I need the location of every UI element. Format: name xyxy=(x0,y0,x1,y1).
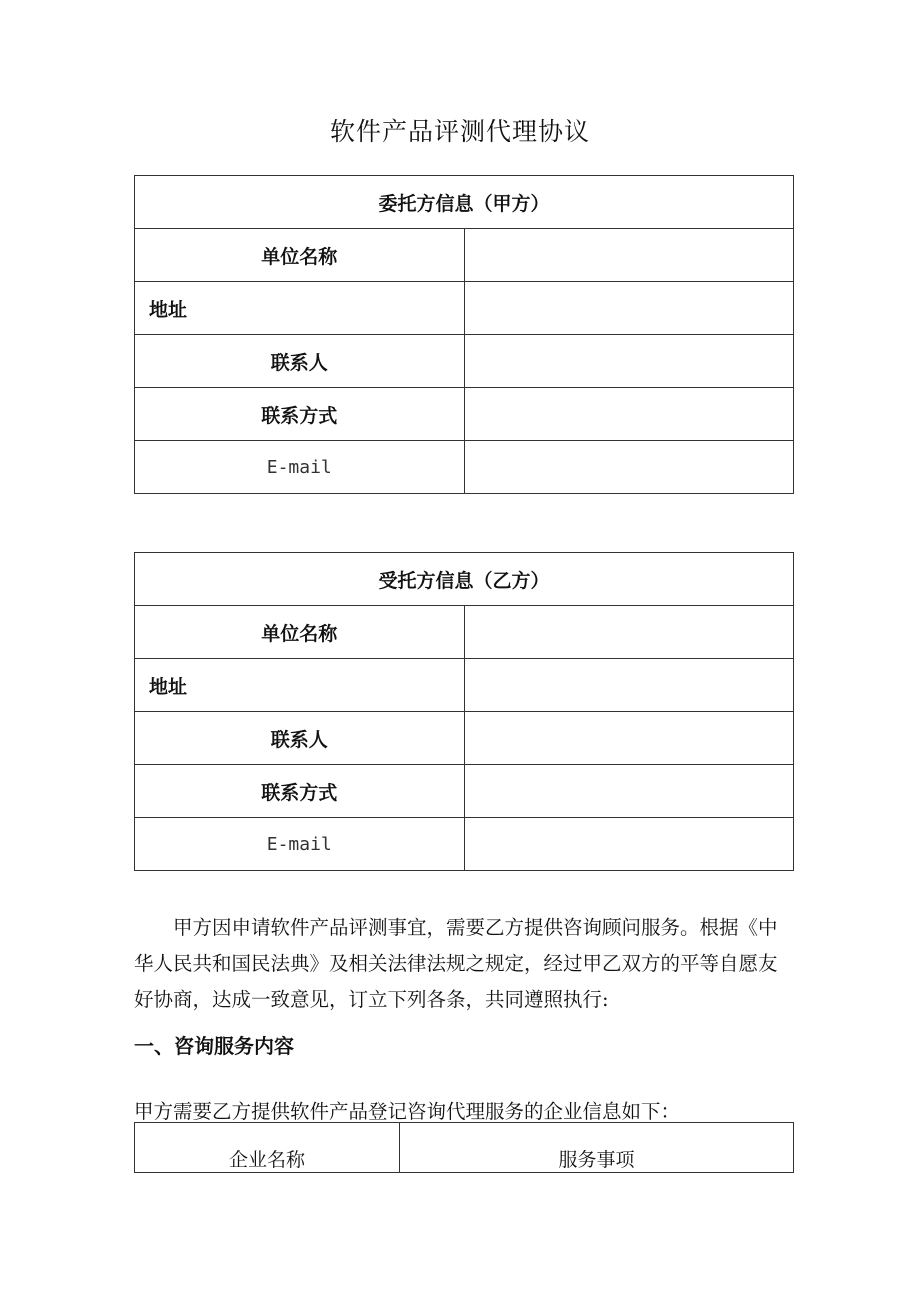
party-b-value-phone[interactable] xyxy=(464,765,794,818)
party-a-value-phone[interactable] xyxy=(464,388,794,441)
section-heading: 一、咨询服务内容 xyxy=(134,1034,294,1058)
services-table xyxy=(134,1122,794,1173)
party-a-heading: 委托方信息（甲方） xyxy=(135,176,794,229)
party-b-value-address[interactable] xyxy=(464,659,794,712)
party-b-heading: 受托方信息（乙方） xyxy=(135,553,794,606)
party-a-value-contact[interactable] xyxy=(464,335,794,388)
party-b-label-contact: 联系人 xyxy=(135,712,465,765)
party-b-label-address: 地址 xyxy=(135,659,465,712)
party-b-table xyxy=(134,552,794,871)
party-a-label-address: 地址 xyxy=(135,282,465,335)
services-header-item: 服务事项 xyxy=(400,1123,794,1173)
party-a-value-name[interactable] xyxy=(464,229,794,282)
party-b-value-name[interactable] xyxy=(464,606,794,659)
intro-text: 甲方因申请软件产品评测事宜，需要乙方提供咨询顾问服务。根据《中华人民共和国民法典》及相关法律法规之规定，经过甲乙双方的平等自愿友好协商，达成一致意见，订立下列各条，共同遵照执行: xyxy=(134,916,778,1011)
party-a-label-phone: 联系方式 xyxy=(135,388,465,441)
party-a-label-email: E-mail xyxy=(135,441,465,494)
services-header-company: 企业名称 xyxy=(135,1123,400,1173)
document-title: 软件产品评测代理协议 xyxy=(329,117,590,146)
party-a-value-address[interactable] xyxy=(464,282,794,335)
party-b-label-email: E-mail xyxy=(135,818,465,871)
party-b-label-phone: 联系方式 xyxy=(135,765,465,818)
party-a-label-contact: 联系人 xyxy=(135,335,465,388)
intro-paragraph xyxy=(134,910,796,1018)
party-b-value-contact[interactable] xyxy=(464,712,794,765)
party-b-label-name: 单位名称 xyxy=(135,606,465,659)
party-b-value-email[interactable] xyxy=(464,818,794,871)
party-a-label-name: 单位名称 xyxy=(135,229,465,282)
party-a-value-email[interactable] xyxy=(464,441,794,494)
section-lead-text: 甲方需要乙方提供软件产品登记咨询代理服务的企业信息如下： xyxy=(134,1100,681,1123)
party-a-table xyxy=(134,175,794,494)
